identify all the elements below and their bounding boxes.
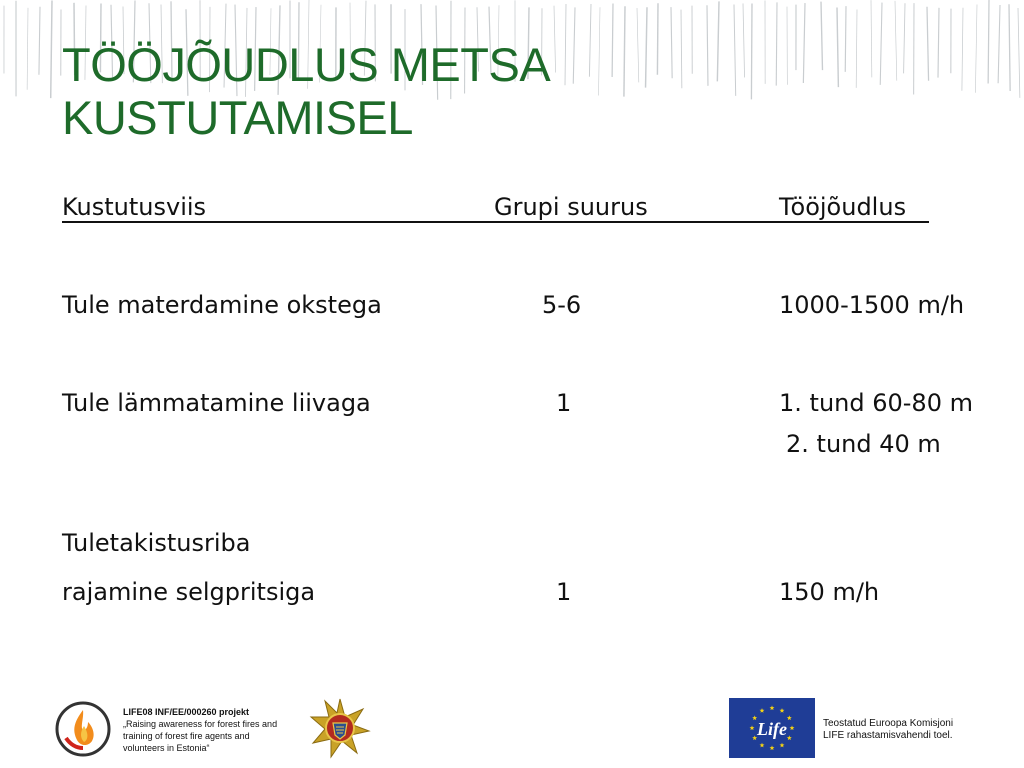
decor-line [573, 7, 575, 83]
decor-line [646, 7, 647, 87]
decor-line [51, 1, 52, 99]
header-performance: Tööjõudlus [779, 193, 907, 221]
row-2-performance-line-2: 2. tund 40 m [786, 430, 941, 458]
decor-line [776, 2, 777, 85]
decor-line [751, 3, 752, 99]
decor-line [880, 3, 882, 85]
project-code: LIFE08 INF/EE/000260 projekt [123, 707, 250, 717]
decor-line [612, 3, 613, 77]
row-3-group: 1 [556, 578, 572, 606]
decor-line [1009, 4, 1010, 91]
decor-line [657, 3, 658, 75]
decor-line [845, 6, 846, 72]
decor-line [927, 7, 929, 81]
decor-line [821, 2, 822, 70]
project-description-line-3: volunteers in Estonia“ [123, 743, 210, 753]
decor-line [743, 3, 745, 77]
decor-line [803, 3, 805, 83]
row-3-performance: 150 m/h [779, 578, 880, 606]
decor-line [717, 1, 719, 81]
row-1-performance: 1000-1500 m/h [779, 291, 965, 319]
decor-line [599, 7, 600, 95]
decor-line [904, 3, 905, 73]
eu-life-logo [729, 698, 815, 758]
decor-line [988, 0, 989, 84]
decor-line [856, 9, 857, 87]
decor-line [589, 4, 591, 77]
decor-line [624, 6, 625, 96]
header-underline [62, 221, 929, 223]
row-1-group: 5-6 [542, 291, 582, 319]
row-2-performance: 1. tund 60-80 m [779, 389, 973, 417]
decor-line [681, 10, 682, 89]
page-title [62, 38, 550, 144]
decor-line [39, 7, 40, 75]
project-description-line-2: training of forest fire agents and [123, 731, 250, 741]
project-description-line-1: „Raising awareness for forest fires and [123, 719, 278, 729]
decor-line [27, 8, 28, 90]
row-3-method: Tuletakistusriba [62, 529, 251, 557]
decor-line [975, 5, 977, 93]
header-method: Kustutusviis [62, 193, 207, 221]
decor-line [871, 0, 872, 77]
decor-line [837, 8, 838, 88]
eu-funding-note [823, 718, 953, 742]
fire-project-logo [54, 700, 112, 758]
decor-line [895, 1, 897, 81]
decor-line [938, 8, 939, 78]
eu-funding-line-2: LIFE rahastamisvahendi toel. [823, 730, 953, 741]
project-info [123, 706, 277, 754]
row-2-group: 1 [556, 389, 572, 417]
rescue-board-badge [309, 697, 371, 759]
decor-line [554, 6, 556, 73]
page-title-line-2: KUSTUTAMISEL [62, 91, 413, 144]
decor-line [707, 5, 708, 86]
life-logo-text: Life [757, 719, 787, 739]
decor-line [962, 8, 963, 91]
header-group-size: Grupi suurus [494, 193, 648, 221]
row-2-method: Tule lämmatamine liivaga [62, 389, 371, 417]
eu-funding-line-1: Teostatud Euroopa Komisjoni [823, 718, 954, 729]
row-1-method: Tule materdamine okstega [62, 291, 382, 319]
decor-line [734, 4, 736, 95]
decor-line [671, 7, 672, 78]
decor-line [565, 4, 566, 85]
decor-line [998, 5, 1000, 83]
page-title-line-1: TÖÖJÕUDLUS METSA [62, 38, 551, 91]
decor-line [637, 8, 639, 82]
row-3-method-line-2: rajamine selgpritsiga [62, 578, 316, 606]
decor-line [1018, 8, 1020, 98]
